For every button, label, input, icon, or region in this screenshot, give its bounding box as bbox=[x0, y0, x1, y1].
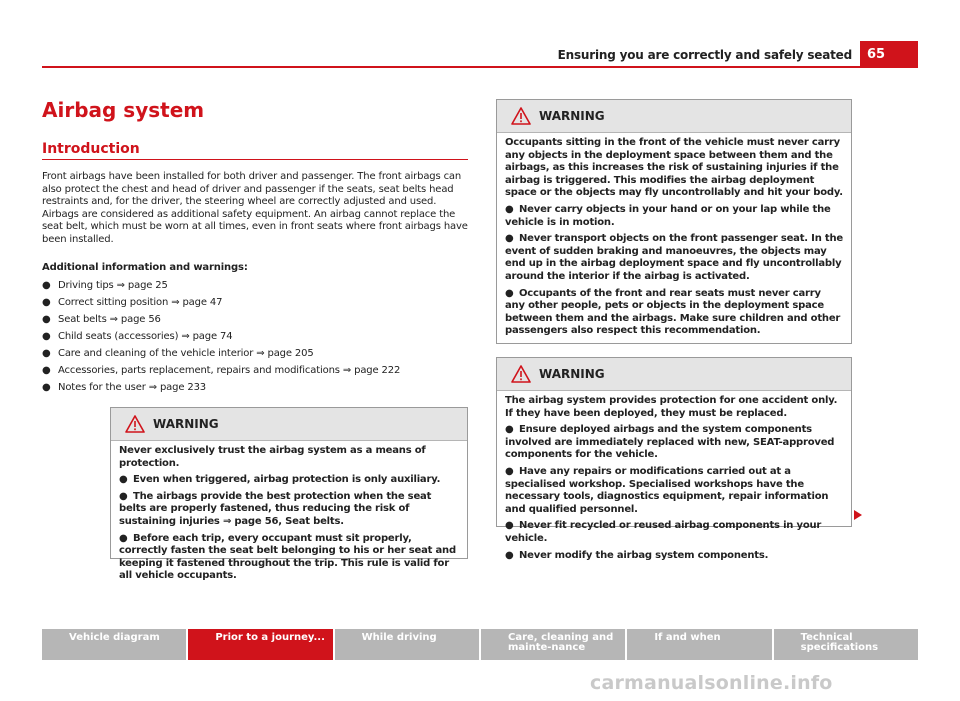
warning-body bbox=[497, 133, 851, 348]
list-item[interactable]: ● Care and cleaning of the vehicle interior ⇒ page 205 bbox=[42, 348, 472, 365]
subsection-title: Introduction bbox=[42, 141, 140, 157]
intro-paragraph: Front airbags have been installed for both driver and passenger. The front airbags can also protect the chest and head of driver and passenger if the seats, seat belts head restraints and, for the driver, the steering wheel are correctly adjusted and used. Airbags are considered as additional safety equipment. An airbag cannot replace the seat belt, which must be worn at all times, even in front seats where front airbags have been installed. bbox=[42, 171, 468, 245]
tab-care-cleaning[interactable]: Care, cleaning and mainte-nance bbox=[481, 629, 625, 660]
warning-item: ● Occupants of the front and rear seats must never carry any other people, pets or objects in the deployment space between them and the airbags. Make sure children and other passengers also respect this recommendation. bbox=[505, 287, 841, 337]
tab-prior-to-journey[interactable]: Prior to a journey... bbox=[188, 629, 332, 660]
section-title: Airbag system bbox=[42, 98, 205, 122]
reference-list bbox=[42, 280, 472, 399]
header-divider bbox=[42, 66, 918, 68]
chapter-navigation bbox=[42, 629, 918, 660]
tab-while-driving[interactable]: While driving bbox=[335, 629, 479, 660]
page-header-title: Ensuring you are correctly and safely seated bbox=[557, 48, 852, 62]
warning-item: ● Never modify the airbag system components. bbox=[505, 549, 769, 561]
subsection-divider bbox=[42, 159, 468, 160]
warning-triangle-icon bbox=[511, 365, 531, 383]
bullet: ● bbox=[42, 365, 51, 376]
page-number: 65 bbox=[860, 41, 918, 68]
list-item[interactable]: ● Child seats (accessories) ⇒ page 74 bbox=[42, 331, 472, 348]
warning-box-airbag-trust bbox=[110, 407, 468, 582]
additional-info-label: Additional information and warnings: bbox=[42, 262, 248, 273]
warning-item: ● The airbags provide the best protection when the seat belts are properly fastened, thus reducing the risk of sustaining injuries ⇒ page 56, Seat belts. bbox=[119, 490, 432, 527]
warning-header bbox=[497, 100, 851, 133]
warning-label: WARNING bbox=[539, 367, 605, 381]
warning-label: WARNING bbox=[153, 417, 219, 431]
warning-intro: Never exclusively trust the airbag system as a means of protection. bbox=[119, 445, 426, 469]
warning-intro: The airbag system provides protection for one accident only. If they have been deployed, they must be replaced. bbox=[505, 395, 838, 419]
bullet: ● bbox=[42, 297, 51, 308]
warning-intro: Occupants sitting in the front of the vehicle must never carry any objects in the deployment space between them and the airbags, as this increases the risk of sustaining injuries if the airbag is triggered. This modifies the airbag deployment space or the objects may fly uncontrollably and hit your body. bbox=[505, 137, 843, 199]
bullet: ● bbox=[42, 314, 51, 325]
warning-item: ● Never carry objects in your hand or on your lap while the vehicle is in motion. bbox=[505, 203, 831, 228]
list-item[interactable]: ● Correct sitting position ⇒ page 47 bbox=[42, 297, 472, 314]
warning-body bbox=[111, 441, 467, 593]
bullet: ● bbox=[42, 331, 51, 342]
bullet: ● bbox=[42, 280, 51, 291]
bullet: ● bbox=[42, 382, 51, 393]
warning-item: ● Never fit recycled or reused airbag components in your vehicle. bbox=[505, 520, 822, 544]
warning-label: WARNING bbox=[539, 109, 605, 123]
watermark: carmanualsonline.info bbox=[590, 672, 833, 694]
tab-vehicle-diagram[interactable]: Vehicle diagram bbox=[42, 629, 186, 660]
bullet: ● bbox=[42, 348, 51, 359]
warning-item: ● Before each trip, every occupant must sit properly, correctly fasten the seat belt belonging to his or her seat and keeping it fastened throughout the trip. This rule is valid for all vehicle occupants. bbox=[119, 532, 456, 582]
list-item[interactable]: ● Accessories, parts replacement, repairs and modifications ⇒ page 222 bbox=[42, 365, 472, 382]
tab-technical-specifications[interactable]: Technical specifications bbox=[774, 629, 918, 660]
list-item[interactable]: ● Seat belts ⇒ page 56 bbox=[42, 314, 472, 331]
warning-triangle-icon bbox=[125, 415, 145, 433]
warning-triangle-icon bbox=[511, 107, 531, 125]
list-item[interactable]: ● Driving tips ⇒ page 25 bbox=[42, 280, 472, 297]
warning-header bbox=[111, 408, 467, 441]
warning-item: ● Ensure deployed airbags and the system components involved are immediately replaced with new, SEAT-approved components for the vehicle. bbox=[505, 424, 835, 461]
warning-header bbox=[497, 358, 851, 391]
warning-item: ● Even when triggered, airbag protection is only auxiliary. bbox=[119, 474, 441, 486]
continue-arrow-icon bbox=[852, 509, 864, 521]
list-item[interactable]: ● Notes for the user ⇒ page 233 bbox=[42, 382, 472, 399]
warning-item: ● Have any repairs or modifications carried out at a specialised workshop. Specialised workshops have the necessary tools, diagnostics equipment, repair information and qualified personnel. bbox=[505, 465, 829, 515]
warning-body bbox=[497, 391, 851, 572]
warning-box-single-use bbox=[496, 357, 852, 561]
tab-if-and-when[interactable]: If and when bbox=[627, 629, 771, 660]
warning-box-deployment-space bbox=[496, 99, 852, 344]
warning-item: ● Never transport objects on the front passenger seat. In the event of sudden braking and manoeuvres, the objects may end up in the airbag deployment space and fly uncontrollably around the interior if the airbag is activated. bbox=[505, 233, 843, 282]
